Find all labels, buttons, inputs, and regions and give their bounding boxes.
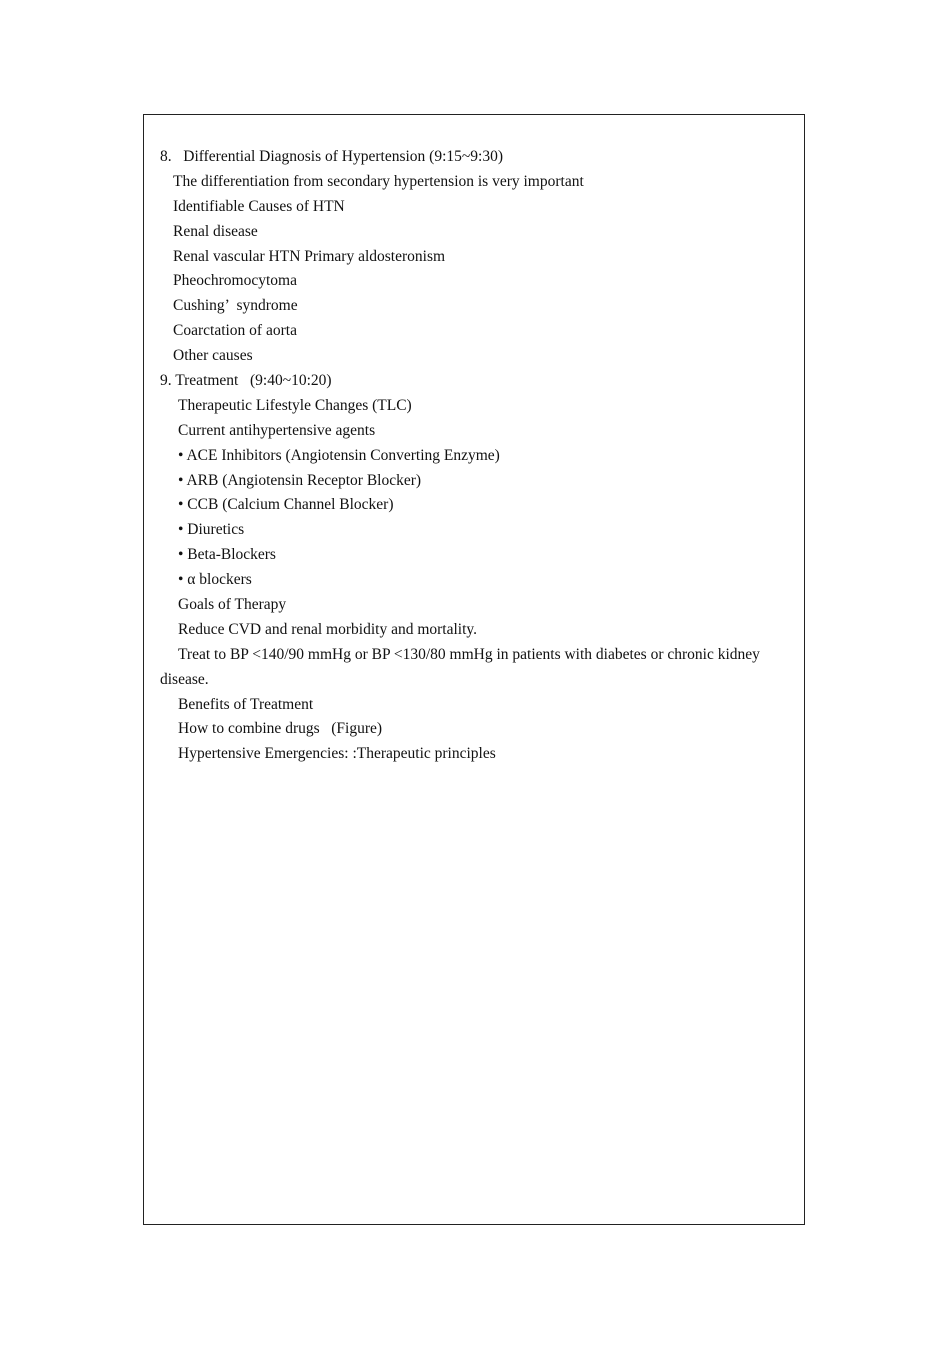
text-line-continuation: disease.: [160, 670, 209, 688]
list-item: Cushing’ syndrome: [173, 297, 298, 315]
section-heading-treatment: 9. Treatment (9:40~10:20): [160, 372, 332, 390]
text-line: Hypertensive Emergencies: :Therapeutic principles: [178, 745, 496, 763]
bullet-item: • Beta-Blockers: [178, 546, 276, 564]
text-line: Benefits of Treatment: [178, 695, 314, 713]
document-frame: [143, 114, 805, 1225]
bullet-item: • Diuretics: [178, 521, 245, 539]
text-line: The differentiation from secondary hypertension is very important: [173, 172, 584, 190]
list-item: Other causes: [173, 347, 253, 365]
bullet-item: • α blockers: [178, 571, 252, 589]
list-item: Renal disease: [173, 222, 258, 240]
list-item: Coarctation of aorta: [173, 322, 297, 340]
list-item: Pheochromocytoma: [173, 272, 297, 290]
section-heading-differential-diagnosis: 8. Differential Diagnosis of Hypertension (9:15~9:30): [160, 148, 504, 165]
text-line: Treat to BP <140/90 mmHg or BP <130/80 mmHg in patients with diabetes or chronic kidney: [178, 645, 760, 663]
list-item: Renal vascular HTN Primary aldosteronism: [173, 247, 446, 265]
bullet-item: • ACE Inhibitors (Angiotensin Converting Enzyme): [178, 446, 500, 464]
text-line: Reduce CVD and renal morbidity and mortality.: [178, 620, 478, 638]
text-line: Therapeutic Lifestyle Changes (TLC): [178, 396, 412, 414]
bullet-item: • CCB (Calcium Channel Blocker): [178, 496, 394, 514]
text-line: How to combine drugs (Figure): [178, 720, 383, 738]
text-line: Identifiable Causes of HTN: [173, 197, 345, 215]
document-body: [160, 145, 804, 767]
text-line: Goals of Therapy: [178, 596, 287, 614]
text-line: Current antihypertensive agents: [178, 421, 376, 439]
bullet-item: • ARB (Angiotensin Receptor Blocker): [178, 471, 422, 489]
